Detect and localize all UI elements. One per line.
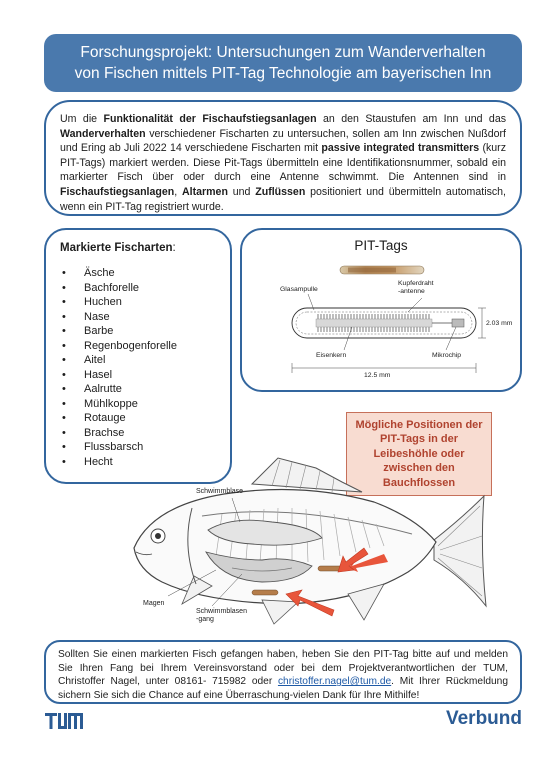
list-item: • Hecht (60, 455, 230, 470)
label-glasampulle: Glasampulle (280, 286, 318, 293)
label-schwimmblasengang: Schwimmblasen -gang (196, 608, 247, 623)
email-link[interactable]: christoffer.nagel@tum.de (277, 676, 392, 688)
positions-note: Mögliche Positionen der PIT-Tags in der Leibeshöhle oder zwischen den Bauchflossen (346, 412, 492, 496)
label-length: 12.5 mm (364, 372, 391, 379)
fish-anatomy-illustration (112, 456, 512, 632)
species-list (60, 266, 230, 469)
verbund-logo: Verbund (445, 708, 522, 729)
intro-text-part: positioniert und übermitteln automatisch, wenn ein PIT-Tag registriert wurde. (60, 185, 506, 213)
title-line-2: von Fischen mittels PIT-Tag Technologie am bayerischen Inn (74, 65, 492, 82)
tum-logo (44, 712, 84, 730)
intro-bold-fischaufstiegsanlagen: Fischaufstiegsanlagen (60, 185, 175, 198)
pit-tag-photo (338, 264, 428, 276)
title-line-1: Forschungsprojekt: Untersuchungen zum Wanderverhalten (80, 44, 486, 61)
list-item: • Hasel (60, 368, 230, 383)
intro-bold-transmitters: passive integrated transmitters (321, 142, 480, 155)
footer-text (44, 640, 522, 704)
label-mikrochip: Mikrochip (432, 352, 462, 359)
species-box (44, 228, 232, 484)
list-item: • Äsche (60, 266, 230, 281)
intro-bold-altarmen: Altarmen (182, 185, 228, 198)
intro-bold-wanderverhalten: Wanderverhalten (60, 127, 146, 140)
intro-text-part: (kurz PIT-Tags) markiert werden. Diese Pit-Tags übermitteln eine Identifikationsnummer, sobald ein markierter Fisch über oder durch eine Antenne schwimmt. Die Antennen sind in (60, 142, 507, 184)
list-item: • Aalrutte (60, 382, 230, 397)
list-item: • Flussbarsch (60, 440, 230, 455)
list-item: • Rotauge (60, 411, 230, 426)
label-schwimmblase: Schwimmblase (196, 488, 244, 495)
label-kupferdraht: Kupferdraht -antenne (398, 280, 434, 295)
list-item: • Huchen (60, 295, 230, 310)
intro-bold-zufluesse: Zuflüssen (255, 185, 306, 198)
list-item: • Nase (60, 310, 230, 325)
intro-text-part: verschiedener Fischarten zu untersuchen, sollen am Inn zwischen Nußdorf und Ering ab Juli 2022 14 verschiedene Fischarten mit (60, 127, 506, 155)
list-item: • Regenbogenforelle (60, 339, 230, 354)
pit-tag-box (240, 228, 522, 392)
footer-text-part: . Mit Ihrer Rückmeldung sichern Sie sich die Chance auf eine Überraschung-vielen Dank für Ihre Mithilfe! (58, 676, 508, 701)
list-item: • Barbe (60, 324, 230, 339)
list-item: • Bachforelle (60, 281, 230, 296)
list-item: • Aitel (60, 353, 230, 368)
species-title: Markierte Fischarten: (60, 242, 176, 254)
label-eisenkern: Eisenkern (316, 352, 347, 359)
footer-text-part: Sollten Sie einen markierten Fisch gefangen haben, heben Sie den PIT-Tag bitte auf und melden Sie Ihren Fang bei Ihrem Vereinsvorstand oder bei dem Projektverantwortlichen der TUM, Christoffer Nagel, unter 08161- 715982 oder (58, 649, 508, 688)
intro-bold-funktionalitaet: Funktionalität der Fischaufstiegsanlagen (103, 113, 317, 125)
label-magen: Magen (143, 600, 165, 607)
intro-text-part: und (227, 185, 256, 198)
list-item: • Brachse (60, 426, 230, 441)
pit-tag-title: PIT-Tags (354, 238, 408, 253)
list-item: • Mühlkoppe (60, 397, 230, 412)
pit-tag-schematic (256, 288, 516, 384)
intro-text (44, 100, 522, 216)
page-title (44, 34, 522, 92)
intro-text-part: , (174, 185, 182, 198)
label-height: 2.03 mm (486, 320, 513, 327)
intro-text-part: an den Staustufen am Inn und das (316, 113, 507, 125)
intro-text-part: Um die (60, 113, 104, 125)
